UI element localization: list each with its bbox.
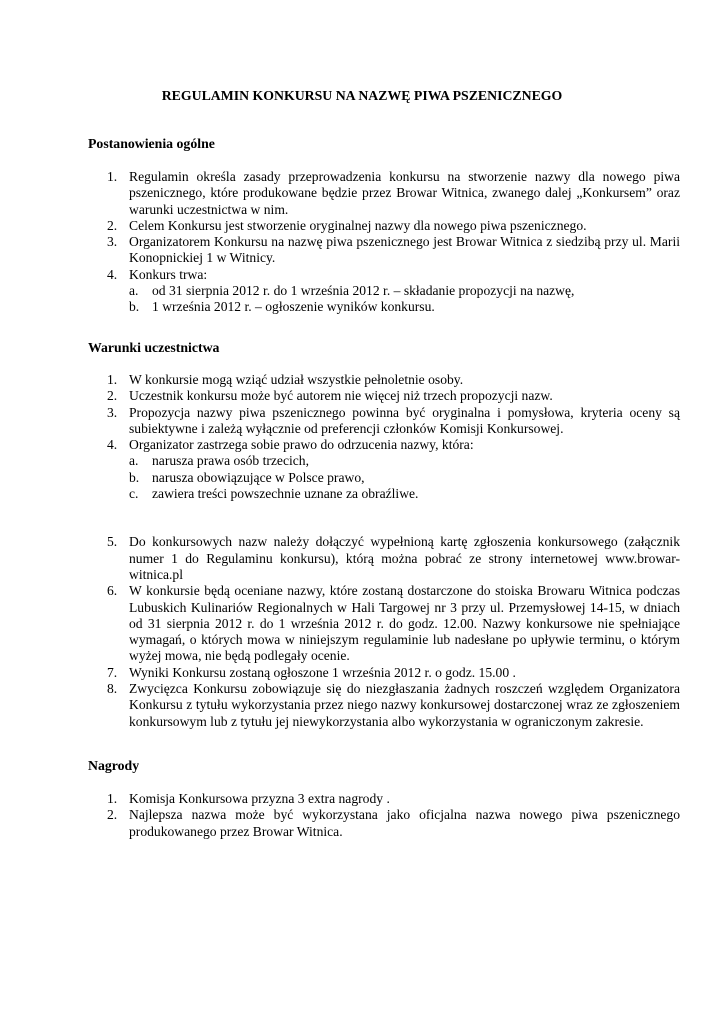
list-number: 3. [107,404,118,420]
list-number: 8. [107,681,118,697]
section-heading-participation: Warunki uczestnictwa [88,340,220,355]
list-number: 7. [107,664,118,680]
general-provisions-list [88,169,680,316]
sub-list-item [129,299,680,315]
sub-list-item-text: 1 września 2012 r. – ogłoszenie wyników konkursu. [152,299,435,315]
sub-list [129,453,680,502]
list-item [88,807,680,840]
list-number: 2. [107,807,118,823]
list-item-text: Organizatorem Konkursu na nazwę piwa pszenicznego jest Browar Witnica z siedzibą przy ul. Marii Konopnickiej 1 w Witnicy. [129,234,680,266]
list-item [88,405,680,438]
list-number: 1. [107,372,118,387]
list-item-text: Konkurs trwa: [129,266,208,282]
list-number: 2. [107,217,118,233]
list-number: 1. [107,169,118,184]
sub-list-letter: b. [129,299,140,315]
list-item [88,665,680,681]
list-number: 6. [107,583,118,599]
document-title: REGULAMIN KONKURSU NA NAZWĘ PIWA PSZENICZNEGO [161,88,563,103]
prizes-list [88,791,680,840]
list-item [88,234,680,267]
participation-list [88,372,680,730]
sub-list-item-text: zawiera treści powszechnie uznane za obraźliwe. [152,486,419,502]
list-item-text: Najlepsza nazwa może być wykorzystana jako oficjalna nazwa nowego piwa pszenicznego produkowanego przez Browar Witnica. [129,807,680,839]
sub-list-item-text: od 31 sierpnia 2012 r. do 1 września 2012 r. – składanie propozycji na nazwę, [152,283,575,299]
list-item-text: W konkursie mogą wziąć udział wszystkie pełnoletnie osoby. [129,372,464,387]
sub-list-item [129,453,680,469]
list-number: 5. [107,534,118,550]
sub-list-item [129,470,680,486]
section-heading-general: Postanowienia ogólne [88,136,215,151]
list-item [88,681,680,730]
list-item [88,372,680,388]
list-item [88,169,680,218]
sub-list-item-text: narusza obowiązujące w Polsce prawo, [152,469,365,485]
list-item-text: Organizator zastrzega sobie prawo do odrzucenia nazwy, która: [129,437,474,453]
list-item [88,437,680,534]
sub-list-letter: b. [129,469,140,485]
list-item-text: Komisja Konkursowa przyzna 3 extra nagrody . [129,791,390,806]
sub-list-letter: a. [129,283,139,299]
list-item [88,534,680,583]
list-item-text: Propozycja nazwy piwa pszenicznego powinna być oryginalna i pomysłowa, kryteria oceny są subiektywne i zależą wyłącznie od preferencji członków Komisji Konkursowej. [129,404,680,436]
list-item-text: Wyniki Konkursu zostaną ogłoszone 1 września 2012 r. o godz. 15.00 . [129,664,516,680]
list-number: 2. [107,388,118,404]
list-item [88,388,680,404]
list-item-text: Regulamin określa zasady przeprowadzenia konkursu na stworzenie nazwy dla nowego piwa pszenicznego, które produkowane będzie przez Browar Witnica, zwanego dalej „Konkursem” oraz warunki uczestnictwa w nim. [129,169,680,217]
list-item-text: Celem Konkursu jest stworzenie oryginalnej nazwy dla nowego piwa pszenicznego. [129,217,587,233]
section-heading-prizes: Nagrody [88,758,140,773]
list-item-text: Uczestnik konkursu może być autorem nie więcej niż trzech propozycji nazw. [129,388,553,404]
list-item-text: W konkursie będą oceniane nazwy, które zostaną dostarczone do stoiska Browaru Witnica podczas Lubuskich Kulinariów Regionalnych w Hali Targowej nr 3 przy ul. Przemysłowej 14-15, w dniach od 31 sierpnia 2012 r. do 1 września 2012 r. do godz. 12.00. Nazwy konkursowe nie spełniające wymagań, o których mowa w niniejszym regulaminie lub nadesłane po upływie terminu, o którym wyżej mowa, nie będą podlegały ocenie. [129,583,680,664]
sub-list-item [129,283,680,299]
list-item [88,218,680,234]
sub-list-item-text: narusza prawa osób trzecich, [152,453,310,469]
list-number: 1. [107,791,118,806]
sub-list-letter: a. [129,453,139,469]
list-item-text: Zwycięzca Konkursu zobowiązuje się do niezgłaszania żadnych roszczeń względem Organizatora Konkursu z tytułu wykorzystania przez niego nazwy konkursowej dostarczonej wraz ze zgłoszeniem konkursowym lub z tytułu jej niewykorzystania albo wykorzystania w ograniczonym zakresie. [129,681,680,729]
list-item [88,583,680,664]
list-number: 4. [107,266,118,282]
sub-list-item [129,486,680,502]
sub-list-letter: c. [129,486,139,502]
list-item [88,267,680,316]
list-item [88,791,680,807]
spacer [129,518,680,534]
list-item-text: Do konkursowych nazw należy dołączyć wypełnioną kartę zgłoszenia konkursowego (załącznik numer 1 do Regulaminu konkursu), którą można pobrać ze strony internetowej www.browar-witnica.pl [129,534,680,582]
spacer [129,502,680,518]
sub-list [129,283,680,316]
list-number: 3. [107,234,118,250]
list-number: 4. [107,437,118,453]
